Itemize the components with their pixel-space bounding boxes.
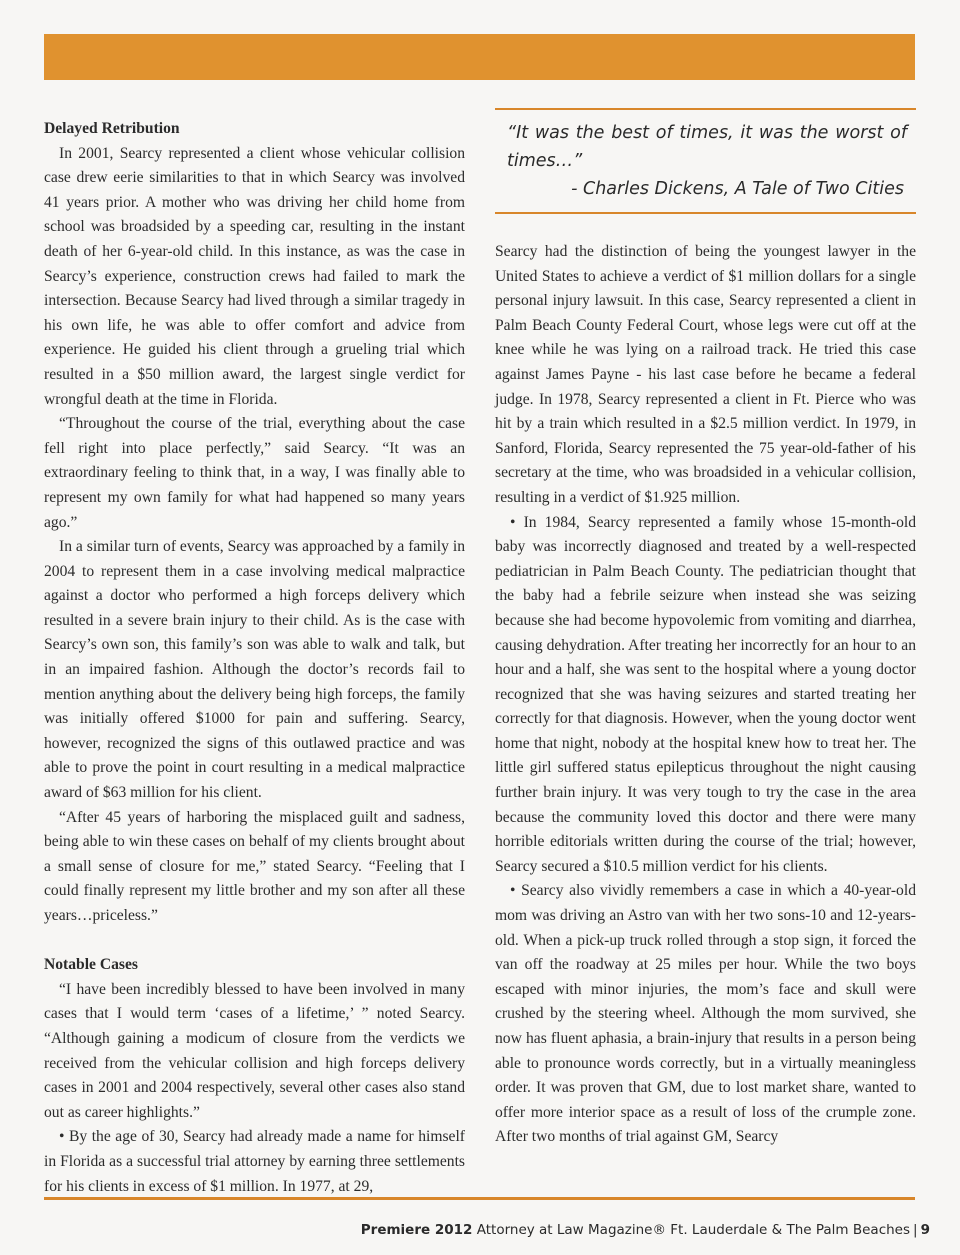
page-number: 9 xyxy=(920,1222,930,1238)
pull-quote-attribution: - Charles Dickens, A Tale of Two Cities xyxy=(571,179,904,199)
section-heading-delayed-retribution: Delayed Retribution xyxy=(44,120,180,137)
footer-edition: Ft. Lauderdale & The Palm Beaches xyxy=(670,1222,911,1238)
paragraph: “Throughout the course of the trial, everything about the case fell right into place perfectly,” said Searcy. “It was an extraordinary feeling to think that, in a way, I was finally able to represent my own family for what had happened so many years ago.” xyxy=(44,415,465,531)
paragraph: “After 45 years of harboring the misplaced guilt and sadness, being able to win these cases on behalf of my clients brought about a small sense of closure for me,” stated Searcy. “Feeling that I could finally represent my little brother and my son after all these years…priceless.” xyxy=(44,808,465,924)
bullet-paragraph: • Searcy also vividly remembers a case in which a 40-year-old mom was driving an Astro van with her two sons-10 and 12-years-old. When a pick-up truck rolled through a stop sign, it forced the van off the roadway at 25 miles per hour. While the two boys escaped with minor injuries, the mom’s face and skull were crushed by the steering wheel. Although the mom survived, she now has fluent aphasia, a brain-injury that results in a person being able to pronounce words correctly, but in a virtually meaningless order. It was proven that GM, due to lost market share, wanted to offer more interior space as a result of loss of the crumple zone. After two months of trial against GM, Searcy xyxy=(495,882,916,1146)
paragraph: Searcy had the distinction of being the youngest lawyer in the United States to achieve a verdict of $1 million dollars for a single personal injury lawsuit. In this case, Searcy represented a client in Palm Beach County Federal Court, whose legs were cut off at the knee while he was lying on a railroad track. He tried this case against James Payne - his last case before he became a federal judge. In 1978, Searcy represented a client in Ft. Pierce who was hit by a train which resulted in a $2.5 million verdict. In 1979, in Sanford, Florida, Searcy represented the 75 year-old-father of his secretary at the time, who was broadsided in a vehicular collision, resulting in a verdict of $1.925 million. xyxy=(495,243,916,506)
pull-quote-text: “It was the best of times, it was the worst of times…” xyxy=(507,123,907,171)
left-column xyxy=(44,117,465,1199)
paragraph: In 2001, Searcy represented a client whose vehicular collision case drew eerie similarities to that in which Searcy was involved 41 years prior. A mother who was driving her child home from school was broadsided by a speeding car, resulting in the instant death of her 6-year-old child. In this instance, as was the case in Searcy’s experience, construction crews had failed to mark the intersection. Because Searcy had lived through a similar tragedy in his own life, he was able to offer comfort and advice from experience. He guided his client through a grueling trial which resulted in a $50 million award, the largest single verdict for wrongful death at the time in Florida. xyxy=(44,144,465,408)
footer-rule xyxy=(44,1197,915,1200)
header-accent-bar xyxy=(44,34,915,80)
footer-separator: | xyxy=(913,1222,918,1238)
paragraph: “I have been incredibly blessed to have been involved in many cases that I would term ‘cases of a lifetime,’ ” noted Searcy. “Although gaining a modicum of closure from the verdicts we received from the vehicular collision and high forceps delivery cases in 2001 and 2004 respectively, several other cases also stand out as career highlights.” xyxy=(44,980,465,1121)
pull-quote xyxy=(495,108,916,214)
bullet-paragraph: • In 1984, Searcy represented a family whose 15-month-old baby was incorrectly diagnosed and treated by a well-respected pediatrician in Palm Beach County. The pediatrician thought that the baby had a febrile seizure when instead she was seizing because she had become hypovolemic from vomiting and diarrhea, causing dehydration. After treating her incorrectly for an hour to an hour and a half, she was sent to the hospital where a young doctor recognized that she was having seizures and started treating her correctly for that diagnosis. However, when the young doctor went home that night, nobody at the hospital knew how to treat her. The little girl suffered status epilepticus throughout the night causing further brain injury. It was very tough to try the case in the area because the community loved this doctor and there were many horrible editorials written during the course of the trial; however, Searcy secured a $10.5 million verdict for his clients. xyxy=(495,513,916,875)
bullet-paragraph: • By the age of 30, Searcy had already made a name for himself in Florida as a successful trial attorney by earning three settlements for his clients in excess of $1 million. In 1977, at 29, xyxy=(44,1128,465,1195)
page-footer xyxy=(361,1222,930,1238)
paragraph: In a similar turn of events, Searcy was approached by a family in 2004 to represent them in a case involving medical malpractice against a doctor who performed a high forceps delivery which resulted in a severe brain injury to their child. As is the case with Searcy’s own son, this family’s son was able to walk and talk, but in an impaired fashion. Although the doctor’s records fail to mention anything about the delivery being high forceps, the family was initially offered $1000 for pain and suffering. Searcy, however, recognized the signs of this outlawed practice and was able to prove the point in court resulting in a medical malpractice award of $63 million for his client. xyxy=(44,538,465,802)
footer-issue: Premiere 2012 xyxy=(360,1222,473,1238)
footer-magazine: Attorney at Law Magazine® xyxy=(476,1222,666,1238)
spacer xyxy=(44,929,465,954)
section-heading-notable-cases: Notable Cases xyxy=(44,956,138,974)
right-column xyxy=(495,240,916,1150)
